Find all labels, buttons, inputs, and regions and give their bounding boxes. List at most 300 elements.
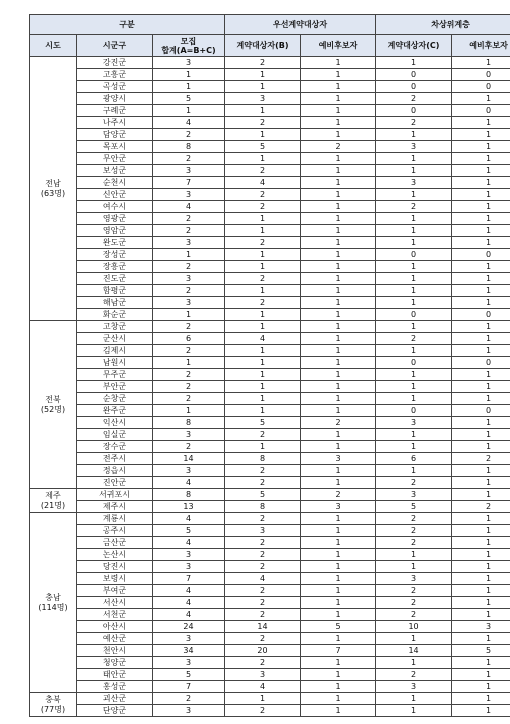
table-row <box>30 705 510 717</box>
sigungu-cell: 금산군 <box>77 537 153 549</box>
total-cell: 2 <box>153 393 225 405</box>
contract-c-cell: 2 <box>376 201 452 213</box>
reserve-2-cell: 1 <box>452 633 510 645</box>
reserve-1-cell: 1 <box>301 117 376 129</box>
contract-b-cell: 5 <box>225 489 301 501</box>
table-row <box>30 453 510 465</box>
contract-c-cell: 0 <box>376 309 452 321</box>
total-cell: 3 <box>153 633 225 645</box>
contract-b-cell: 2 <box>225 201 301 213</box>
total-cell: 2 <box>153 321 225 333</box>
contract-c-cell: 5 <box>376 501 452 513</box>
contract-c-cell: 2 <box>376 477 452 489</box>
reserve-1-cell: 1 <box>301 477 376 489</box>
reserve-1-cell: 1 <box>301 705 376 717</box>
reserve-2-cell: 1 <box>452 213 510 225</box>
table-row <box>30 609 510 621</box>
contract-b-cell: 2 <box>225 633 301 645</box>
table-row <box>30 381 510 393</box>
col-header-reserve-1: 예비후보자 <box>301 35 376 57</box>
contract-c-cell: 1 <box>376 657 452 669</box>
reserve-2-cell: 1 <box>452 321 510 333</box>
total-cell: 2 <box>153 693 225 705</box>
total-cell: 7 <box>153 681 225 693</box>
total-cell: 4 <box>153 585 225 597</box>
contract-c-cell: 2 <box>376 597 452 609</box>
contract-b-cell: 4 <box>225 573 301 585</box>
sigungu-cell: 군산시 <box>77 333 153 345</box>
total-cell: 2 <box>153 129 225 141</box>
region-name: 전남 <box>45 178 61 188</box>
contract-c-cell: 2 <box>376 333 452 345</box>
reserve-2-cell: 1 <box>452 93 510 105</box>
reserve-2-cell: 1 <box>452 333 510 345</box>
contract-c-cell: 1 <box>376 297 452 309</box>
reserve-1-cell: 1 <box>301 321 376 333</box>
total-cell: 3 <box>153 57 225 69</box>
table-row <box>30 681 510 693</box>
reserve-1-cell: 1 <box>301 201 376 213</box>
reserve-2-cell: 1 <box>452 585 510 597</box>
contract-b-cell: 1 <box>225 381 301 393</box>
contract-b-cell: 8 <box>225 501 301 513</box>
region-count: (77명) <box>40 704 66 714</box>
reserve-1-cell: 1 <box>301 681 376 693</box>
reserve-1-cell: 1 <box>301 381 376 393</box>
total-cell: 2 <box>153 381 225 393</box>
reserve-1-cell: 1 <box>301 57 376 69</box>
contract-b-cell: 4 <box>225 681 301 693</box>
contract-c-cell: 0 <box>376 81 452 93</box>
sigungu-cell: 함평군 <box>77 285 153 297</box>
region-count: (21명) <box>40 500 66 510</box>
table-header <box>30 15 510 57</box>
table-row <box>30 129 510 141</box>
table-row <box>30 165 510 177</box>
contract-b-cell: 2 <box>225 165 301 177</box>
contract-c-cell: 1 <box>376 441 452 453</box>
total-cell: 4 <box>153 477 225 489</box>
reserve-2-cell: 0 <box>452 105 510 117</box>
contract-b-cell: 1 <box>225 105 301 117</box>
contract-c-cell: 3 <box>376 573 452 585</box>
total-cell: 8 <box>153 417 225 429</box>
reserve-1-cell: 1 <box>301 273 376 285</box>
contract-b-cell: 2 <box>225 597 301 609</box>
sigungu-cell: 진안군 <box>77 477 153 489</box>
contract-c-cell: 3 <box>376 489 452 501</box>
table-row <box>30 141 510 153</box>
table-row <box>30 105 510 117</box>
reserve-2-cell: 1 <box>452 129 510 141</box>
sigungu-cell: 남원시 <box>77 357 153 369</box>
contract-b-cell: 3 <box>225 525 301 537</box>
contract-b-cell: 1 <box>225 129 301 141</box>
sigungu-cell: 여수시 <box>77 201 153 213</box>
contract-c-cell: 1 <box>376 153 452 165</box>
total-cell: 1 <box>153 249 225 261</box>
sigungu-cell: 완주군 <box>77 405 153 417</box>
region-count: (63명) <box>40 188 66 198</box>
contract-c-cell: 1 <box>376 345 452 357</box>
total-cell: 3 <box>153 189 225 201</box>
reserve-2-cell: 1 <box>452 297 510 309</box>
total-cell: 3 <box>153 561 225 573</box>
contract-b-cell: 1 <box>225 441 301 453</box>
reserve-1-cell: 1 <box>301 633 376 645</box>
reserve-1-cell: 1 <box>301 81 376 93</box>
reserve-1-cell: 1 <box>301 393 376 405</box>
reserve-1-cell: 7 <box>301 645 376 657</box>
sigungu-cell: 단양군 <box>77 705 153 717</box>
sigungu-cell: 신안군 <box>77 189 153 201</box>
reserve-1-cell: 3 <box>301 501 376 513</box>
sigungu-cell: 홍성군 <box>77 681 153 693</box>
reserve-2-cell: 1 <box>452 681 510 693</box>
col-header-sigungu: 시군구 <box>77 35 153 57</box>
table-row <box>30 669 510 681</box>
reserve-2-cell: 3 <box>452 621 510 633</box>
reserve-1-cell: 1 <box>301 249 376 261</box>
table-row <box>30 597 510 609</box>
table-row <box>30 393 510 405</box>
sigungu-cell: 목포시 <box>77 141 153 153</box>
total-cell: 5 <box>153 525 225 537</box>
reserve-1-cell: 1 <box>301 189 376 201</box>
table-row <box>30 177 510 189</box>
reserve-2-cell: 0 <box>452 309 510 321</box>
region-cell <box>30 321 77 489</box>
sigungu-cell: 강진군 <box>77 57 153 69</box>
reserve-2-cell: 1 <box>452 465 510 477</box>
contract-b-cell: 1 <box>225 693 301 705</box>
contract-c-cell: 3 <box>376 177 452 189</box>
contract-c-cell: 1 <box>376 57 452 69</box>
sigungu-cell: 보령시 <box>77 573 153 585</box>
contract-c-cell: 1 <box>376 321 452 333</box>
table-row <box>30 153 510 165</box>
sigungu-cell: 익산시 <box>77 417 153 429</box>
total-cell: 2 <box>153 213 225 225</box>
total-cell: 1 <box>153 105 225 117</box>
table-row <box>30 261 510 273</box>
total-cell: 4 <box>153 513 225 525</box>
sigungu-cell: 완도군 <box>77 237 153 249</box>
reserve-2-cell: 1 <box>452 513 510 525</box>
reserve-2-cell: 1 <box>452 381 510 393</box>
contract-c-cell: 0 <box>376 357 452 369</box>
reserve-2-cell: 1 <box>452 57 510 69</box>
reserve-1-cell: 5 <box>301 621 376 633</box>
contract-b-cell: 2 <box>225 57 301 69</box>
reserve-2-cell: 0 <box>452 69 510 81</box>
table-row <box>30 81 510 93</box>
sigungu-cell: 서귀포시 <box>77 489 153 501</box>
total-cell: 34 <box>153 645 225 657</box>
reserve-1-cell: 1 <box>301 693 376 705</box>
reserve-2-cell: 1 <box>452 117 510 129</box>
table-row <box>30 621 510 633</box>
table-row <box>30 573 510 585</box>
reserve-2-cell: 1 <box>452 597 510 609</box>
reserve-1-cell: 2 <box>301 489 376 501</box>
total-cell: 1 <box>153 357 225 369</box>
reserve-1-cell: 1 <box>301 429 376 441</box>
col-header-total <box>153 35 225 57</box>
sigungu-cell: 청양군 <box>77 657 153 669</box>
contract-b-cell: 3 <box>225 669 301 681</box>
reserve-2-cell: 0 <box>452 357 510 369</box>
contract-c-cell: 0 <box>376 69 452 81</box>
table-row <box>30 657 510 669</box>
sigungu-cell: 고창군 <box>77 321 153 333</box>
total-cell: 5 <box>153 669 225 681</box>
contract-c-cell: 1 <box>376 429 452 441</box>
contract-c-cell: 1 <box>376 225 452 237</box>
reserve-2-cell: 1 <box>452 549 510 561</box>
sigungu-cell: 김제시 <box>77 345 153 357</box>
table-row <box>30 189 510 201</box>
total-cell: 2 <box>153 345 225 357</box>
sigungu-cell: 공주시 <box>77 525 153 537</box>
sigungu-cell: 곡성군 <box>77 81 153 93</box>
contract-c-cell: 6 <box>376 453 452 465</box>
reserve-1-cell: 1 <box>301 669 376 681</box>
contract-b-cell: 2 <box>225 189 301 201</box>
sigungu-cell: 부여군 <box>77 585 153 597</box>
reserve-2-cell: 1 <box>452 369 510 381</box>
table-row <box>30 429 510 441</box>
reserve-1-cell: 1 <box>301 177 376 189</box>
total-cell: 1 <box>153 81 225 93</box>
contract-b-cell: 1 <box>225 213 301 225</box>
sigungu-cell: 무주군 <box>77 369 153 381</box>
contract-b-cell: 4 <box>225 333 301 345</box>
reserve-1-cell: 1 <box>301 285 376 297</box>
contract-c-cell: 2 <box>376 537 452 549</box>
reserve-1-cell: 1 <box>301 93 376 105</box>
contract-c-cell: 1 <box>376 465 452 477</box>
reserve-1-cell: 1 <box>301 225 376 237</box>
total-cell: 1 <box>153 69 225 81</box>
reserve-2-cell: 0 <box>452 249 510 261</box>
reserve-1-cell: 1 <box>301 165 376 177</box>
table-row <box>30 57 510 69</box>
total-cell: 4 <box>153 597 225 609</box>
reserve-2-cell: 1 <box>452 537 510 549</box>
contract-b-cell: 2 <box>225 273 301 285</box>
contract-b-cell: 2 <box>225 465 301 477</box>
contract-b-cell: 2 <box>225 513 301 525</box>
contract-c-cell: 1 <box>376 393 452 405</box>
total-cell: 2 <box>153 369 225 381</box>
group-header-gubun: 구분 <box>30 15 225 35</box>
reserve-1-cell: 1 <box>301 537 376 549</box>
reserve-2-cell: 1 <box>452 657 510 669</box>
contract-b-cell: 1 <box>225 249 301 261</box>
region-cell <box>30 693 77 717</box>
reserve-1-cell: 1 <box>301 525 376 537</box>
table-row <box>30 561 510 573</box>
contract-c-cell: 1 <box>376 705 452 717</box>
total-cell: 14 <box>153 453 225 465</box>
table-row <box>30 237 510 249</box>
contract-b-cell: 2 <box>225 297 301 309</box>
contract-c-cell: 2 <box>376 93 452 105</box>
reserve-1-cell: 1 <box>301 105 376 117</box>
reserve-2-cell: 1 <box>452 345 510 357</box>
reserve-1-cell: 1 <box>301 597 376 609</box>
total-cell: 2 <box>153 441 225 453</box>
reserve-1-cell: 1 <box>301 369 376 381</box>
contract-b-cell: 2 <box>225 237 301 249</box>
sigungu-cell: 예산군 <box>77 633 153 645</box>
total-cell: 4 <box>153 537 225 549</box>
table-row <box>30 357 510 369</box>
total-cell: 3 <box>153 273 225 285</box>
total-cell: 8 <box>153 489 225 501</box>
table-row <box>30 549 510 561</box>
contract-c-cell: 3 <box>376 141 452 153</box>
col-header-reserve-2: 예비후보자 <box>452 35 510 57</box>
contract-c-cell: 1 <box>376 129 452 141</box>
contract-b-cell: 1 <box>225 405 301 417</box>
total-cell: 4 <box>153 201 225 213</box>
contract-b-cell: 1 <box>225 345 301 357</box>
sigungu-cell: 담양군 <box>77 129 153 141</box>
contract-b-cell: 2 <box>225 705 301 717</box>
region-cell <box>30 489 77 513</box>
reserve-2-cell: 1 <box>452 201 510 213</box>
contract-b-cell: 2 <box>225 477 301 489</box>
table-row <box>30 225 510 237</box>
sigungu-cell: 괴산군 <box>77 693 153 705</box>
table-row <box>30 285 510 297</box>
contract-c-cell: 1 <box>376 237 452 249</box>
contract-b-cell: 1 <box>225 321 301 333</box>
contract-c-cell: 1 <box>376 285 452 297</box>
total-cell: 24 <box>153 621 225 633</box>
contract-c-cell: 1 <box>376 381 452 393</box>
contract-c-cell: 14 <box>376 645 452 657</box>
reserve-2-cell: 2 <box>452 501 510 513</box>
col-header-total-line1: 모집 <box>180 36 197 46</box>
document-page <box>29 14 508 717</box>
table-row <box>30 297 510 309</box>
reserve-1-cell: 1 <box>301 513 376 525</box>
contract-c-cell: 3 <box>376 681 452 693</box>
contract-c-cell: 1 <box>376 261 452 273</box>
contract-b-cell: 2 <box>225 585 301 597</box>
reserve-1-cell: 1 <box>301 213 376 225</box>
table-row <box>30 585 510 597</box>
contract-b-cell: 5 <box>225 417 301 429</box>
contract-c-cell: 2 <box>376 609 452 621</box>
reserve-2-cell: 1 <box>452 393 510 405</box>
table-row <box>30 693 510 705</box>
total-cell: 3 <box>153 429 225 441</box>
total-cell: 3 <box>153 705 225 717</box>
total-cell: 2 <box>153 261 225 273</box>
reserve-2-cell: 1 <box>452 225 510 237</box>
contract-b-cell: 1 <box>225 153 301 165</box>
total-cell: 3 <box>153 297 225 309</box>
contract-c-cell: 1 <box>376 561 452 573</box>
contract-b-cell: 1 <box>225 225 301 237</box>
contract-b-cell: 2 <box>225 549 301 561</box>
reserve-1-cell: 1 <box>301 561 376 573</box>
reserve-1-cell: 1 <box>301 345 376 357</box>
col-header-total-line2: 합계(A=B+C) <box>161 45 216 55</box>
reserve-1-cell: 1 <box>301 657 376 669</box>
total-cell: 2 <box>153 225 225 237</box>
total-cell: 6 <box>153 333 225 345</box>
table-row <box>30 645 510 657</box>
contract-b-cell: 4 <box>225 177 301 189</box>
contract-c-cell: 1 <box>376 369 452 381</box>
recruitment-table <box>29 14 510 717</box>
reserve-2-cell: 1 <box>452 237 510 249</box>
table-row <box>30 117 510 129</box>
contract-b-cell: 2 <box>225 537 301 549</box>
contract-b-cell: 1 <box>225 369 301 381</box>
contract-b-cell: 3 <box>225 93 301 105</box>
contract-b-cell: 8 <box>225 453 301 465</box>
sigungu-cell: 임실군 <box>77 429 153 441</box>
reserve-1-cell: 1 <box>301 573 376 585</box>
contract-c-cell: 2 <box>376 585 452 597</box>
region-count: (114명) <box>38 602 68 612</box>
contract-c-cell: 2 <box>376 117 452 129</box>
reserve-2-cell: 2 <box>452 453 510 465</box>
reserve-1-cell: 1 <box>301 609 376 621</box>
reserve-1-cell: 1 <box>301 549 376 561</box>
contract-c-cell: 0 <box>376 249 452 261</box>
reserve-2-cell: 1 <box>452 153 510 165</box>
region-cell <box>30 513 77 693</box>
contract-b-cell: 1 <box>225 69 301 81</box>
region-name: 전북 <box>45 394 61 404</box>
sigungu-cell: 화순군 <box>77 309 153 321</box>
reserve-1-cell: 1 <box>301 309 376 321</box>
table-row <box>30 213 510 225</box>
table-row <box>30 201 510 213</box>
table-row <box>30 345 510 357</box>
table-row <box>30 69 510 81</box>
total-cell: 1 <box>153 309 225 321</box>
sigungu-cell: 무안군 <box>77 153 153 165</box>
total-cell: 3 <box>153 465 225 477</box>
contract-b-cell: 2 <box>225 609 301 621</box>
reserve-2-cell: 1 <box>452 561 510 573</box>
reserve-2-cell: 1 <box>452 705 510 717</box>
contract-c-cell: 1 <box>376 273 452 285</box>
contract-c-cell: 0 <box>376 405 452 417</box>
table-row <box>30 441 510 453</box>
region-name: 제주 <box>45 490 61 500</box>
table-row <box>30 525 510 537</box>
reserve-2-cell: 1 <box>452 693 510 705</box>
reserve-2-cell: 1 <box>452 441 510 453</box>
reserve-1-cell: 1 <box>301 585 376 597</box>
reserve-2-cell: 1 <box>452 165 510 177</box>
sigungu-cell: 정읍시 <box>77 465 153 477</box>
total-cell: 2 <box>153 285 225 297</box>
sigungu-cell: 논산시 <box>77 549 153 561</box>
reserve-2-cell: 1 <box>452 273 510 285</box>
contract-c-cell: 2 <box>376 513 452 525</box>
sigungu-cell: 당진시 <box>77 561 153 573</box>
